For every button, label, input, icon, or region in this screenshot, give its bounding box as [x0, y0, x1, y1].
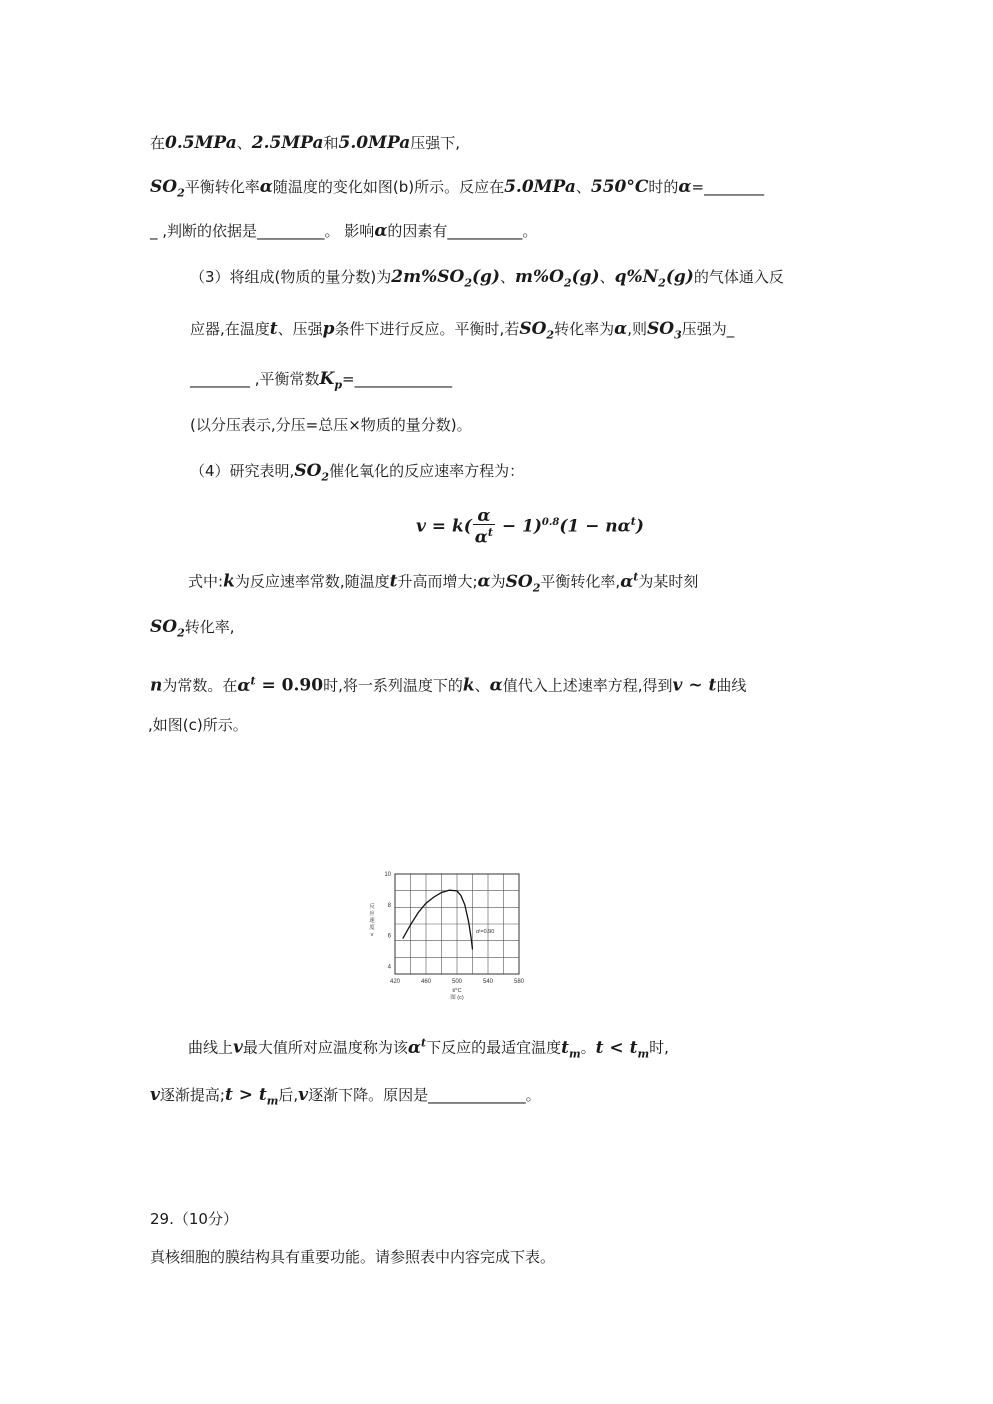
text: 、压强 — [277, 320, 323, 338]
q3-line2 — [190, 318, 734, 346]
text: 平衡转化率 — [184, 178, 260, 196]
formula-n2: $q\%N_2(g)$ — [614, 267, 694, 290]
formula-so3: $SO_3$ — [646, 319, 682, 342]
text: 。 — [580, 1038, 596, 1057]
text: 为 — [490, 572, 506, 591]
q4-desc3 — [150, 670, 746, 697]
text: 、 — [236, 134, 252, 152]
line-pressures — [150, 132, 460, 154]
symbol-t: t — [389, 571, 398, 592]
formula-so2: $SO_2$ — [150, 177, 185, 200]
y-axis-label-char: 度 — [369, 925, 375, 931]
symbol-t: t — [269, 319, 278, 339]
text: 逐渐提高; — [159, 1086, 225, 1104]
symbol-t: t — [708, 675, 717, 696]
eq-rhs: (1 − nα — [559, 516, 631, 537]
q4-desc4: ,如图(c)所示。 — [148, 716, 248, 734]
text: 压强为_ — [681, 320, 735, 338]
y-tick-label: 4 — [387, 964, 391, 971]
text: ________ ,平衡常数 — [190, 370, 320, 388]
symbol-p: p — [322, 319, 335, 339]
text: 条件下进行反应。平衡时,若 — [334, 320, 520, 338]
x-tick-label: 500 — [451, 979, 463, 985]
y-axis-label-char: 速 — [369, 918, 375, 924]
text: 曲线上 — [188, 1038, 234, 1057]
formula-so2: $SO_2$ — [505, 571, 541, 595]
x-tick-label: 460 — [420, 979, 432, 985]
text: 时的 — [648, 178, 679, 196]
text: 的因素有__________。 — [387, 222, 538, 240]
symbol-k: k — [462, 675, 475, 696]
text: 为某时刻 — [638, 572, 699, 591]
text: 应器,在温度 — [190, 320, 270, 338]
text: 为常数。在 — [162, 676, 238, 695]
eq-rhs-sup: t — [630, 515, 636, 528]
figure-caption: 图 (c) — [450, 995, 464, 1001]
y-axis-label-char: 应 — [369, 911, 375, 917]
y-tick-label: 6 — [387, 933, 391, 940]
symbol-alpha: α — [678, 177, 692, 197]
q3-line3 — [190, 368, 452, 396]
temperature: 550°C — [590, 177, 649, 197]
text: 逐渐下降。原因是_____________。 — [308, 1086, 541, 1104]
symbol-alpha: α — [489, 675, 503, 696]
inequality-t-lt-tm: $t < t_m$ — [595, 1037, 650, 1061]
text: 升高而增大; — [397, 572, 478, 591]
pressure: 5.0MPa — [504, 177, 576, 197]
question-label: （3）将组成(物质的量分数)为 — [190, 268, 392, 286]
text: 后, — [278, 1086, 299, 1104]
symbol-alpha: α — [259, 177, 273, 197]
symbol-alpha-t: $\alpha^t$ — [620, 570, 639, 592]
symbol-alpha: α — [374, 221, 388, 241]
text: =_____________ — [342, 370, 453, 388]
x-tick-label: 540 — [482, 979, 494, 985]
formula-o2: $m\%O_2(g)$ — [514, 267, 600, 290]
text: 的气体通入反 — [693, 268, 784, 286]
text: 、 — [499, 268, 515, 286]
formula-so2: $2m\%SO_2(g)$ — [391, 267, 500, 290]
text: 、 — [474, 676, 490, 695]
rate-equation — [416, 500, 644, 548]
formula-so2: $SO_2$ — [150, 617, 185, 640]
text: 催化氧化的反应速率方程为： — [329, 462, 525, 480]
eq-close: ) — [635, 516, 644, 537]
eq-lhs: v = k( — [416, 516, 472, 537]
chart-svg — [366, 864, 536, 1010]
y-tick-label: 10 — [384, 872, 391, 878]
text: 平衡转化率, — [540, 572, 621, 591]
x-tick-label: 420 — [389, 979, 401, 985]
q4-desc1 — [188, 566, 698, 599]
text: 为反应速率常数,随温度 — [234, 572, 390, 591]
text: 压强下, — [410, 134, 461, 152]
symbol-k: k — [223, 571, 235, 592]
text: 最大值所对应温度称为该 — [242, 1038, 408, 1057]
symbol-tm: $t_m$ — [561, 1037, 581, 1061]
symbol-tilde: ~ — [682, 675, 709, 696]
curve-annotation: αᵗ=0.90 — [476, 929, 495, 935]
y-tick-label: 8 — [387, 902, 391, 909]
pressure-3: 5.0MPa — [338, 133, 411, 153]
q4-line1 — [190, 460, 524, 488]
pressure-2: 2.5MPa — [251, 133, 324, 153]
pressure-1: 0.5MPa — [165, 133, 237, 153]
inequality-t-gt-tm: $t > t_m$ — [224, 1085, 279, 1108]
y-axis-label-char: v — [370, 932, 374, 938]
text: ,则 — [627, 320, 647, 338]
text: 在 — [150, 134, 166, 152]
formula-so2: $SO_2$ — [294, 461, 330, 484]
q29-label: 29.（10分） — [150, 1210, 238, 1228]
text: 随温度的变化如图(b)所示。反应在 — [272, 178, 505, 196]
text: _ ,判断的依据是_________。 影响 — [150, 222, 375, 240]
formula-so2: $SO_2$ — [519, 319, 555, 342]
symbol-v: v — [672, 675, 683, 696]
x-axis-label: t/°C — [452, 988, 462, 994]
symbol-v: v — [298, 1085, 309, 1105]
symbol-alpha-t: $\alpha^t$ — [237, 674, 256, 696]
text: 值代入上述速率方程,得到 — [502, 676, 673, 695]
question-label: （4）研究表明, — [190, 462, 295, 480]
line-so2-conversion — [150, 176, 764, 204]
text: 转化率, — [184, 618, 235, 636]
text: 、 — [599, 268, 615, 286]
symbol-v: v — [233, 1037, 243, 1058]
text: 时, — [649, 1038, 669, 1057]
q3-note: (以分压表示,分压=总压×物质的量分数)。 — [190, 416, 472, 434]
after-line2 — [150, 1084, 541, 1112]
q4-desc2 — [150, 616, 235, 644]
text: 和 — [323, 134, 339, 152]
eq-exponent: 0.8 — [541, 517, 560, 528]
chart-c — [366, 864, 536, 1010]
symbol-alpha: α — [477, 571, 491, 592]
text: 、 — [575, 178, 591, 196]
line-basis — [150, 220, 537, 242]
symbol-alpha-t: $\alpha^t$ — [407, 1036, 427, 1058]
q29-text: 真核细胞的膜结构具有重要功能。请参照表中内容完成下表。 — [150, 1248, 556, 1266]
text: 曲线 — [716, 676, 747, 695]
symbol-v: v — [150, 1085, 160, 1105]
symbol-alpha: α — [614, 319, 628, 339]
text: 转化率为 — [554, 320, 615, 338]
eq-fraction: $\frac{\alpha}{\alpha^t}$ — [474, 506, 493, 548]
text: 下反应的最适宜温度 — [426, 1038, 562, 1057]
eq-mid: − 1) — [495, 516, 542, 537]
symbol-n: n — [150, 675, 163, 696]
x-tick-label: 580 — [513, 979, 525, 985]
text: 式中: — [188, 572, 224, 591]
answer-blank: =________ — [691, 178, 765, 196]
after-line1 — [188, 1032, 669, 1065]
text: 时,将一系列温度下的 — [323, 676, 463, 695]
value-090: = 0.90 — [255, 675, 324, 696]
q3-line1 — [190, 266, 784, 294]
symbol-kp: $K_p$ — [319, 369, 343, 392]
y-axis-label-char: 反 — [369, 904, 375, 910]
